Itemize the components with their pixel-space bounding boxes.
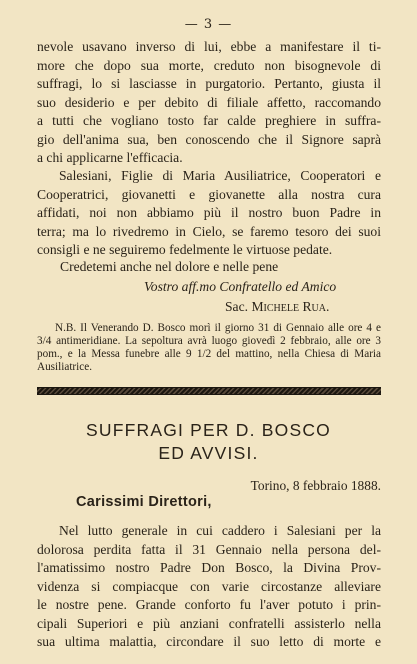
text-line: Cooperatrici, giovanetti e giovanette alla nostra cura [37, 186, 381, 202]
ornamental-divider [37, 387, 381, 395]
text-line: a tutti che vogliano tosto far calde preghiere in suffra- [37, 113, 381, 128]
text-line: a chi applicarne l'efficacia. [37, 150, 183, 165]
closing-formula: Vostro aff.mo Confratello ed Amico [144, 279, 337, 294]
signature-prefix: Sac. [225, 299, 249, 314]
text-line: cipali Superiori e più anziani confratelli assisterlo nella [37, 615, 381, 631]
text-line: gio dell'anima sua, ben conoscendo che il Signore saprà [37, 131, 381, 147]
nota-bene: N.B. Il Venerando D. Bosco morì il giorno 31 di Gennaio alle ore 4 e 3/4 antimeridiane. La sepoltura avrà luogo giovedì 2 febbraio, alle ore 3 pom., e la Messa funebre alle 9 1/2 del mattino, nella Chiesa di Maria Ausiliatrice. [37, 322, 381, 373]
text-line: l'amatissimo nostro Padre Don Bosco, la Divina Prov- [37, 560, 381, 575]
text-line: sua ultima malattia, circondare il suo letto di morte e [37, 634, 381, 649]
text-line: Salesiani, Figlie di Maria Ausiliatrice, Cooperatori e [59, 168, 381, 183]
section-heading-line-2: ED AVVISI. [158, 443, 259, 463]
paragraph-2 [37, 167, 381, 260]
signature [225, 299, 329, 315]
text-line: affidati, noi non abbiamo più il nostro buon Padre in [37, 205, 381, 220]
signature-name: Michele Rua. [251, 299, 330, 314]
text-line: nevole usavano inverso di lui, ebbe a manifestare il ti- [37, 39, 381, 54]
text-line: suo desiderio e per debito di filiale affetto, raccomando [37, 94, 381, 110]
text-line: suffragi, lo si lasciasse in purgatorio. Pertanto, giusta il [37, 76, 381, 91]
salutation: Carissimi Direttori, [76, 494, 212, 510]
text-line: consigli e ne seguiremo fedelmente le virtuose pedate. [37, 242, 333, 257]
text-line: le nostre pene. Grande conforto fu l'aver potuto i prin- [37, 597, 381, 612]
place-date: Torino, 8 febbraio 1888. [250, 478, 381, 493]
letter-paragraph [37, 522, 381, 652]
paragraph-1 [37, 38, 381, 168]
section-heading-line-1: SUFFRAGI PER D. BOSCO [86, 420, 331, 440]
closing-greeting: Credetemi anche nel dolore e nelle pene [60, 259, 279, 274]
text-line: terra; ma lo rivedremo in Cielo, se faremo tesoro dei suoi [37, 223, 381, 239]
text-line: dolorosa perdita fatta il 31 Gennaio nella persona del- [37, 541, 381, 557]
text-line: more che dopo sua morte, creduto non bisognevole di [37, 57, 381, 73]
text-line: videnza si compiacque con varie circostanze alleviare [37, 578, 381, 594]
page-number: — 3 — [184, 17, 233, 32]
text-line: Nel lutto generale in cui caddero i Salesiani per la [59, 523, 381, 538]
